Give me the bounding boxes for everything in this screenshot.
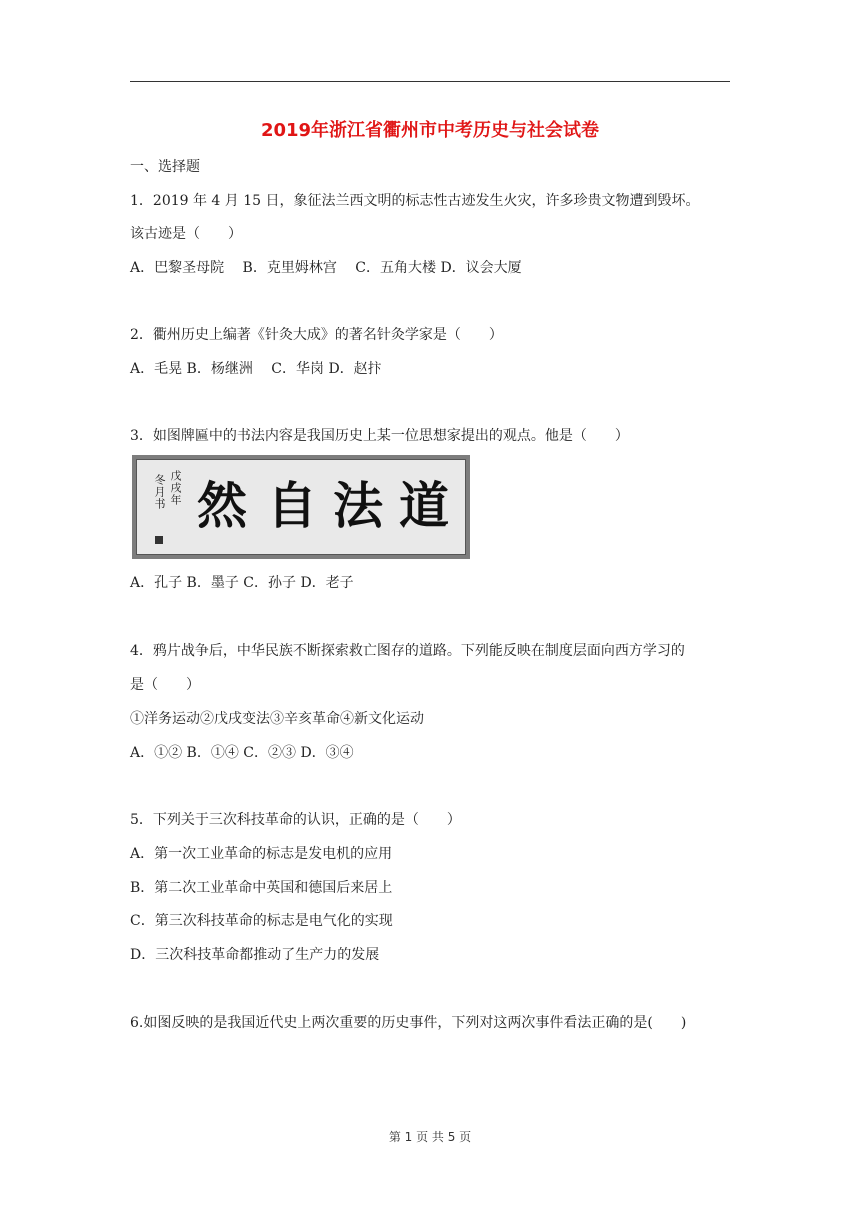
question-6-text: 6.如图反映的是我国近代史上两次重要的历史事件，下列对这两次事件看法正确的是( ) (130, 1015, 687, 1031)
question-1-options: A．巴黎圣母院 B．克里姆林宫 C．五角大楼 D．议会大厦 (130, 260, 522, 276)
question-3-options: A．孔子 B．墨子 C．孙子 D．老子 (130, 575, 354, 591)
page-footer: 第 1 页 共 5 页 (388, 1130, 472, 1144)
section-heading: 一、选择题 (130, 159, 200, 175)
question-2-text: 2．衢州历史上编著《针灸大成》的著名针灸学家是（ ） (130, 327, 503, 343)
question-4-text-cont: 是（ ） (130, 677, 200, 693)
question-5-option-b: B．第二次工业革命中英国和德国后来居上 (130, 880, 393, 896)
question-5-option-a: A．第一次工业革命的标志是发电机的应用 (130, 846, 393, 862)
question-4-statements: ①洋务运动②戊戌变法③辛亥革命④新文化运动 (130, 711, 424, 727)
question-3-text: 3．如图牌匾中的书法内容是我国历史上某一位思想家提出的观点。他是（ ） (130, 428, 629, 444)
plaque-character: 法 (333, 476, 383, 535)
document-title: 2019年浙江省衢州市中考历史与社会试卷 (260, 120, 600, 141)
plaque-signature: 戊戌年 (169, 470, 182, 506)
header-rule (130, 81, 730, 82)
plaque-seal (155, 536, 163, 544)
question-5-text: 5．下列关于三次科技革命的认识，正确的是（ ） (130, 812, 461, 828)
plaque-character: 道 (399, 476, 449, 535)
plaque-signature: 冬月书 (153, 474, 166, 510)
plaque-character: 自 (267, 476, 317, 535)
question-4-options: A．①② B．①④ C．②③ D．③④ (130, 745, 354, 761)
question-2-options: A．毛晃 B．杨继洲 C．华岗 D．赵抃 (130, 361, 382, 377)
calligraphy-plaque-image (132, 455, 470, 559)
question-4-text: 4．鸦片战争后，中华民族不断探索救亡图存的道路。下列能反映在制度层面向西方学习的 (130, 643, 685, 659)
plaque-character: 然 (197, 476, 247, 535)
question-5-option-d: D．三次科技革命都推动了生产力的发展 (130, 947, 380, 963)
question-5-option-c: C．第三次科技革命的标志是电气化的实现 (130, 913, 393, 929)
question-1-text: 1．2019 年 4 月 15 日，象征法兰西文明的标志性古迹发生火灾，许多珍贵文物遭到毁坏。 (130, 193, 700, 209)
question-1-text-cont: 该古迹是（ ） (130, 226, 242, 242)
